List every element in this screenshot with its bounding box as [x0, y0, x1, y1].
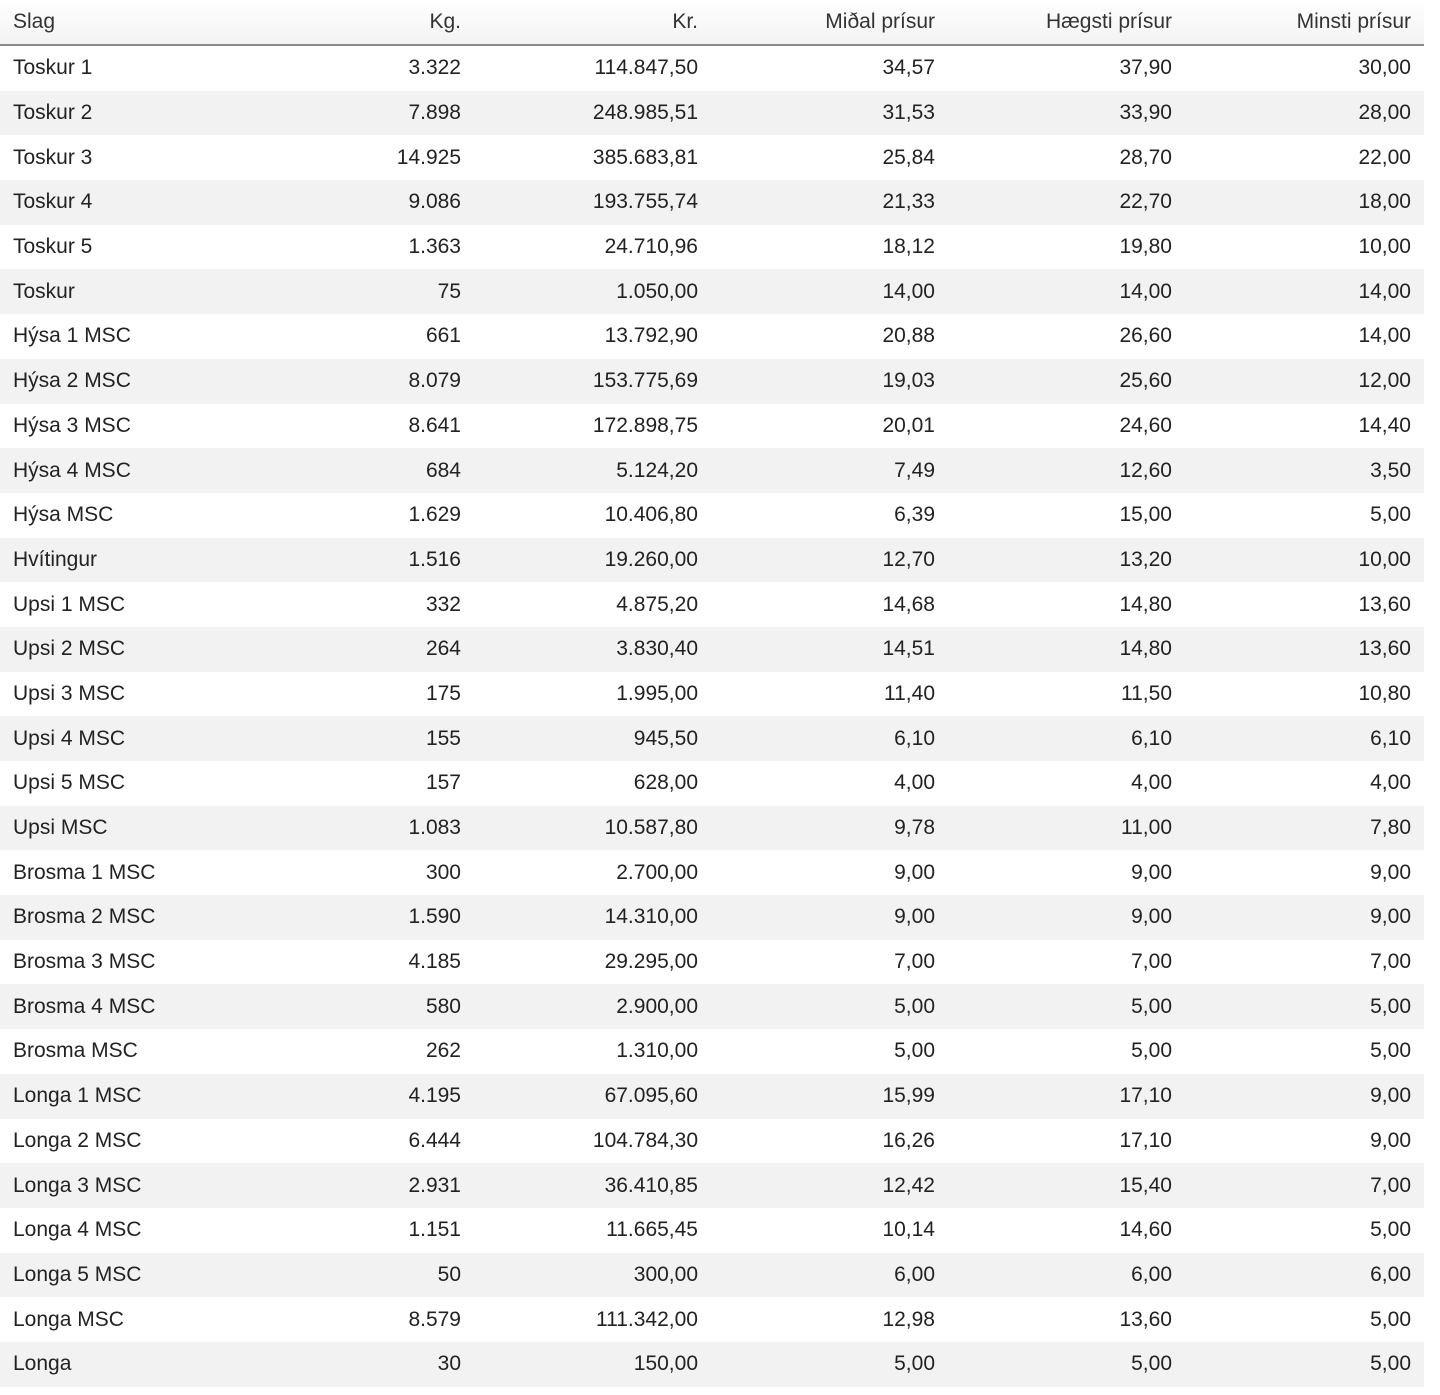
- cell-kr: 1.310,00: [616, 1039, 698, 1063]
- column-header-lowest-price[interactable]: Minsti prísur: [1185, 0, 1424, 45]
- cell-slag: Upsi 1 MSC: [13, 592, 126, 616]
- cell-highest-price: 25,60: [948, 359, 1185, 404]
- column-header-highest-price[interactable]: Hægsti prísur: [948, 0, 1185, 45]
- cell-kr: 1.050,00: [474, 269, 711, 314]
- cell-slag: Toskur 3: [13, 145, 93, 169]
- cell-average-price: 7,00: [894, 950, 935, 974]
- cell-lowest-price: 5,00: [1185, 984, 1424, 1029]
- cell-kg: 1.083: [220, 806, 474, 851]
- cell-highest-price: 15,40: [948, 1163, 1185, 1208]
- cell-average-price: 20,01: [882, 413, 935, 437]
- cell-slag: Hýsa MSC: [13, 503, 114, 527]
- cell-highest-price: 9,00: [948, 895, 1185, 940]
- cell-kr: 4.875,20: [616, 592, 698, 616]
- cell-kr: 385.683,81: [592, 145, 698, 169]
- table-row: [0, 91, 1424, 136]
- cell-slag: Brosma 1 MSC: [13, 860, 156, 884]
- cell-lowest-price: 10,00: [1358, 235, 1411, 259]
- table-body: [0, 45, 1424, 1387]
- cell-average-price: 5,00: [894, 1039, 935, 1063]
- cell-slag: Longa 5 MSC: [0, 1253, 220, 1298]
- cell-kr: 36.410,85: [474, 1163, 711, 1208]
- cell-kr: 945,50: [474, 716, 711, 761]
- cell-slag: Longa 2 MSC: [13, 1128, 142, 1152]
- cell-kr: 13.792,90: [604, 324, 698, 348]
- cell-average-price: 6,39: [894, 503, 935, 527]
- cell-average-price: 21,33: [711, 180, 948, 225]
- cell-lowest-price: 5,00: [1370, 1307, 1411, 1331]
- cell-highest-price: 14,00: [948, 269, 1185, 314]
- cell-highest-price: 12,60: [948, 448, 1185, 493]
- column-header-slag[interactable]: Slag: [0, 0, 220, 45]
- table-row: [0, 850, 1424, 895]
- cell-average-price: 6,00: [711, 1253, 948, 1298]
- cell-slag: Upsi 4 MSC: [0, 716, 220, 761]
- cell-average-price: 12,42: [711, 1163, 948, 1208]
- cell-kr: 104.784,30: [592, 1128, 698, 1152]
- table-row: [0, 1208, 1424, 1253]
- cell-average-price: 12,98: [882, 1307, 935, 1331]
- cell-average-price: 12,70: [711, 538, 948, 583]
- cell-lowest-price: 30,00: [1358, 56, 1411, 80]
- cell-slag: Longa 4 MSC: [13, 1218, 142, 1242]
- cell-kg: 1.590: [220, 895, 474, 940]
- table-row: [0, 359, 1424, 404]
- table-row: [0, 984, 1424, 1029]
- cell-kg: 300: [425, 860, 461, 884]
- cell-lowest-price: 18,00: [1185, 180, 1424, 225]
- cell-average-price: 4,00: [894, 771, 935, 795]
- cell-highest-price: 4,00: [1131, 771, 1172, 795]
- cell-lowest-price: 7,00: [1370, 950, 1411, 974]
- cell-kg: 1.629: [408, 503, 461, 527]
- cell-kg: 8.079: [220, 359, 474, 404]
- cell-lowest-price: 5,00: [1185, 1342, 1424, 1387]
- cell-kg: 2.931: [220, 1163, 474, 1208]
- cell-kr: 172.898,75: [592, 413, 698, 437]
- cell-slag: Hýsa 4 MSC: [0, 448, 220, 493]
- table-row: [0, 448, 1424, 493]
- cell-slag: Upsi MSC: [0, 806, 220, 851]
- cell-average-price: 5,00: [711, 984, 948, 1029]
- cell-slag: Toskur 4: [0, 180, 220, 225]
- table-row: [0, 404, 1424, 449]
- cell-kr: 67.095,60: [474, 1074, 711, 1119]
- cell-slag: Longa 1 MSC: [0, 1074, 220, 1119]
- cell-kr: 19.260,00: [474, 538, 711, 583]
- cell-kg: 157: [425, 771, 461, 795]
- cell-slag: Brosma 4 MSC: [0, 984, 220, 1029]
- cell-kg: 332: [425, 592, 461, 616]
- cell-highest-price: 7,00: [1131, 950, 1172, 974]
- cell-average-price: 16,26: [882, 1128, 935, 1152]
- cell-average-price: 15,99: [711, 1074, 948, 1119]
- table-row: [0, 493, 1424, 538]
- cell-lowest-price: 14,00: [1185, 269, 1424, 314]
- cell-kr: 153.775,69: [474, 359, 711, 404]
- cell-highest-price: 17,10: [948, 1074, 1185, 1119]
- cell-lowest-price: 5,00: [1370, 503, 1411, 527]
- cell-highest-price: 28,70: [1119, 145, 1172, 169]
- cell-average-price: 9,78: [711, 806, 948, 851]
- cell-kr: 24.710,96: [604, 235, 698, 259]
- cell-lowest-price: 14,00: [1358, 324, 1411, 348]
- cell-kg: 75: [220, 269, 474, 314]
- cell-kg: 8.579: [408, 1307, 461, 1331]
- cell-lowest-price: 7,00: [1185, 1163, 1424, 1208]
- cell-slag: Toskur 1: [13, 56, 93, 80]
- cell-kg: 1.516: [220, 538, 474, 583]
- cell-kr: 193.755,74: [474, 180, 711, 225]
- table-row: [0, 1297, 1424, 1342]
- cell-slag: Hýsa 3 MSC: [13, 413, 131, 437]
- table-row: [0, 895, 1424, 940]
- cell-kg: 30: [220, 1342, 474, 1387]
- cell-lowest-price: 9,00: [1370, 1128, 1411, 1152]
- column-header-kg[interactable]: Kg.: [220, 0, 474, 45]
- cell-slag: Longa: [0, 1342, 220, 1387]
- cell-average-price: 34,57: [882, 56, 935, 80]
- cell-slag: Upsi 3 MSC: [13, 681, 126, 705]
- table-row: [0, 180, 1424, 225]
- cell-kr: 1.995,00: [616, 681, 698, 705]
- cell-slag: Toskur 5: [13, 235, 93, 259]
- cell-average-price: 10,14: [882, 1218, 935, 1242]
- cell-kg: 175: [425, 681, 461, 705]
- cell-kr: 10.406,80: [604, 503, 698, 527]
- cell-lowest-price: 12,00: [1185, 359, 1424, 404]
- cell-kg: 6.444: [408, 1128, 461, 1152]
- cell-average-price: 19,03: [711, 359, 948, 404]
- cell-lowest-price: 9,00: [1185, 895, 1424, 940]
- cell-average-price: 18,12: [882, 235, 935, 259]
- header-row: [0, 0, 1424, 45]
- cell-highest-price: 26,60: [1119, 324, 1172, 348]
- cell-average-price: 6,10: [711, 716, 948, 761]
- cell-lowest-price: 7,80: [1185, 806, 1424, 851]
- cell-kr: 114.847,50: [594, 56, 698, 80]
- cell-kg: 8.641: [408, 413, 461, 437]
- cell-slag: Upsi 5 MSC: [13, 771, 126, 795]
- table-row: [0, 1074, 1424, 1119]
- table-row: [0, 672, 1424, 717]
- table-row: [0, 627, 1424, 672]
- cell-average-price: 11,40: [884, 681, 935, 705]
- cell-average-price: 20,88: [882, 324, 935, 348]
- cell-lowest-price: 28,00: [1185, 91, 1424, 136]
- cell-average-price: 25,84: [882, 145, 935, 169]
- table-row: [0, 806, 1424, 851]
- cell-highest-price: 5,00: [1131, 1039, 1172, 1063]
- cell-slag: Upsi 2 MSC: [0, 627, 220, 672]
- cell-kg: 50: [220, 1253, 474, 1298]
- cell-highest-price: 17,10: [1119, 1128, 1172, 1152]
- cell-kr: 14.310,00: [474, 895, 711, 940]
- cell-lowest-price: 14,40: [1358, 413, 1411, 437]
- cell-slag: Hvítingur: [0, 538, 220, 583]
- cell-slag: Brosma 2 MSC: [0, 895, 220, 940]
- cell-highest-price: 5,00: [948, 1342, 1185, 1387]
- cell-lowest-price: 10,00: [1185, 538, 1424, 583]
- table-row: [0, 314, 1424, 359]
- table-row: [0, 940, 1424, 985]
- cell-lowest-price: 6,10: [1185, 716, 1424, 761]
- table-row: [0, 135, 1424, 180]
- cell-highest-price: 6,00: [948, 1253, 1185, 1298]
- cell-lowest-price: 22,00: [1358, 145, 1411, 169]
- cell-highest-price: 37,90: [1119, 56, 1172, 80]
- cell-average-price: 31,53: [711, 91, 948, 136]
- column-header-average-price[interactable]: Miðal prísur: [711, 0, 948, 45]
- cell-kr: 248.985,51: [474, 91, 711, 136]
- cell-slag: Toskur 2: [0, 91, 220, 136]
- cell-kr: 2.700,00: [616, 860, 698, 884]
- cell-kg: 4.185: [408, 950, 461, 974]
- table-header: [0, 0, 1424, 45]
- cell-highest-price: 15,00: [1119, 503, 1172, 527]
- cell-slag: Brosma 3 MSC: [13, 950, 156, 974]
- cell-kg: 1.151: [408, 1218, 461, 1242]
- cell-kg: 580: [220, 984, 474, 1029]
- cell-average-price: 14,51: [711, 627, 948, 672]
- cell-highest-price: 11,50: [1121, 681, 1172, 705]
- cell-kr: 150,00: [474, 1342, 711, 1387]
- table-row: [0, 225, 1424, 270]
- cell-highest-price: 13,20: [948, 538, 1185, 583]
- cell-slag: Toskur: [0, 269, 220, 314]
- cell-lowest-price: 13,60: [1358, 592, 1411, 616]
- cell-kg: 264: [220, 627, 474, 672]
- cell-kg: 3.322: [408, 56, 461, 80]
- table-row: [0, 538, 1424, 583]
- cell-average-price: 7,49: [711, 448, 948, 493]
- cell-lowest-price: 9,00: [1370, 860, 1411, 884]
- cell-kr: 29.295,00: [604, 950, 698, 974]
- cell-slag: Brosma MSC: [13, 1039, 138, 1063]
- table-row: [0, 1342, 1424, 1387]
- cell-highest-price: 9,00: [1131, 860, 1172, 884]
- cell-kr: 300,00: [474, 1253, 711, 1298]
- table-row: [0, 582, 1424, 627]
- cell-average-price: 14,68: [882, 592, 935, 616]
- cell-kg: 4.195: [220, 1074, 474, 1119]
- cell-highest-price: 5,00: [948, 984, 1185, 1029]
- cell-highest-price: 13,60: [1119, 1307, 1172, 1331]
- cell-lowest-price: 13,60: [1185, 627, 1424, 672]
- cell-lowest-price: 6,00: [1185, 1253, 1424, 1298]
- cell-kg: 14.925: [396, 145, 461, 169]
- table-row: [0, 1119, 1424, 1164]
- cell-lowest-price: 9,00: [1185, 1074, 1424, 1119]
- cell-lowest-price: 4,00: [1370, 771, 1411, 795]
- cell-kg: 7.898: [220, 91, 474, 136]
- cell-highest-price: 24,60: [1119, 413, 1172, 437]
- table-row: [0, 761, 1424, 806]
- cell-kr: 3.830,40: [474, 627, 711, 672]
- cell-highest-price: 14,80: [1119, 592, 1172, 616]
- cell-highest-price: 33,90: [948, 91, 1185, 136]
- table-row: [0, 716, 1424, 761]
- cell-highest-price: 19,80: [1119, 235, 1172, 259]
- cell-average-price: 5,00: [711, 1342, 948, 1387]
- cell-kg: 155: [220, 716, 474, 761]
- table-row: [0, 269, 1424, 314]
- table-row: [0, 1029, 1424, 1074]
- table-row: [0, 1163, 1424, 1208]
- cell-slag: Longa MSC: [13, 1307, 124, 1331]
- column-header-kr[interactable]: Kr.: [474, 0, 711, 45]
- cell-kr: 5.124,20: [474, 448, 711, 493]
- cell-kg: 1.363: [408, 235, 461, 259]
- cell-kg: 684: [220, 448, 474, 493]
- cell-kg: 661: [425, 324, 461, 348]
- table-row: [0, 1253, 1424, 1298]
- cell-highest-price: 22,70: [948, 180, 1185, 225]
- cell-kr: 11.665,45: [606, 1218, 698, 1242]
- cell-kg: 9.086: [220, 180, 474, 225]
- cell-slag: Longa 3 MSC: [0, 1163, 220, 1208]
- cell-kr: 2.900,00: [474, 984, 711, 1029]
- cell-highest-price: 14,80: [948, 627, 1185, 672]
- cell-lowest-price: 5,00: [1370, 1039, 1411, 1063]
- cell-slag: Hýsa 1 MSC: [13, 324, 131, 348]
- cell-kr: 111.342,00: [596, 1307, 698, 1331]
- cell-lowest-price: 5,00: [1370, 1218, 1411, 1242]
- cell-highest-price: 14,60: [1119, 1218, 1172, 1242]
- table-row: [0, 45, 1424, 91]
- cell-kr: 10.587,80: [474, 806, 711, 851]
- cell-average-price: 9,00: [711, 895, 948, 940]
- cell-lowest-price: 3,50: [1185, 448, 1424, 493]
- cell-lowest-price: 10,80: [1358, 681, 1411, 705]
- cell-kr: 628,00: [633, 771, 698, 795]
- cell-highest-price: 11,00: [948, 806, 1185, 851]
- cell-average-price: 14,00: [711, 269, 948, 314]
- cell-average-price: 9,00: [894, 860, 935, 884]
- cell-kg: 262: [425, 1039, 461, 1063]
- cell-highest-price: 6,10: [948, 716, 1185, 761]
- cell-slag: Hýsa 2 MSC: [0, 359, 220, 404]
